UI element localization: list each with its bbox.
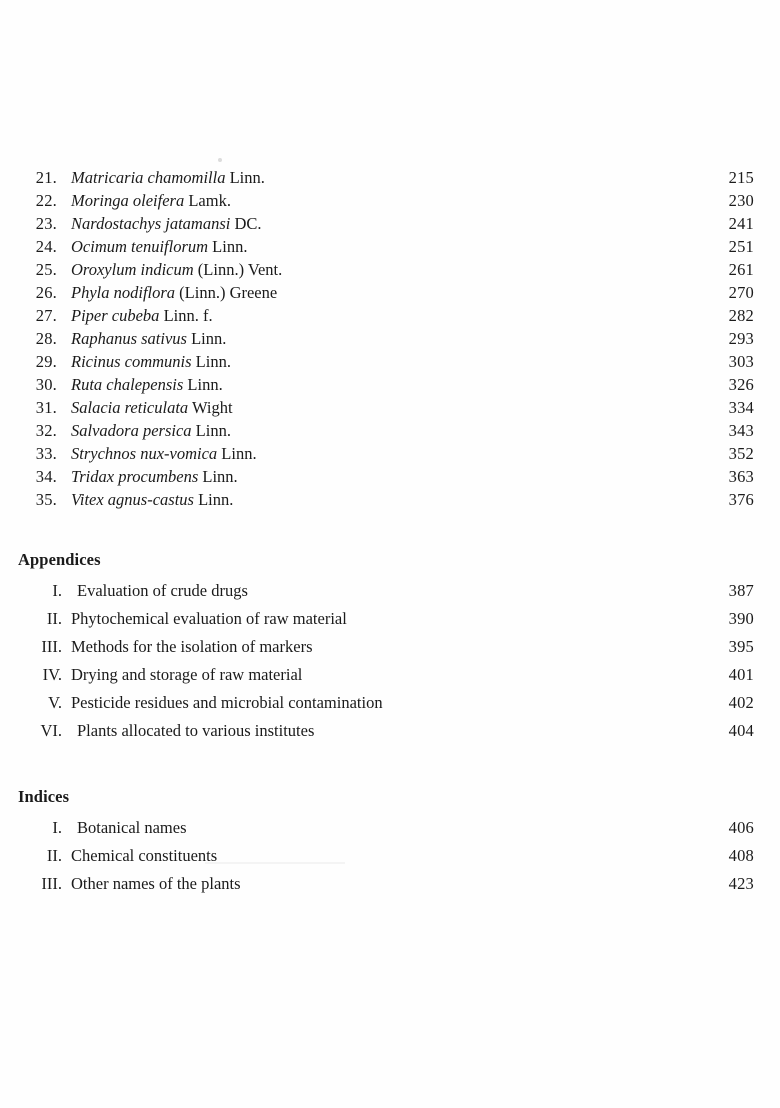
species-entry-page-number: 343 <box>728 421 754 440</box>
species-binomial: Ruta chalepensis <box>71 375 184 394</box>
species-binomial: Raphanus sativus <box>71 329 187 348</box>
species-entry-number: 24. <box>35 237 57 256</box>
species-binomial: Salvadora persica <box>71 421 192 440</box>
index-entry-page-number: 406 <box>728 818 754 837</box>
species-entry-number: 29. <box>35 352 57 371</box>
appendices-heading: Appendices <box>18 550 101 569</box>
species-entry[interactable] <box>18 329 754 352</box>
species-authority: DC. <box>234 214 262 233</box>
species-entry-page-number: 215 <box>728 168 754 187</box>
species-entry-number: 34. <box>35 467 57 486</box>
species-entry-page-number: 363 <box>728 467 754 486</box>
species-entry[interactable] <box>18 421 754 444</box>
species-authority: Linn. <box>202 467 238 486</box>
species-entry-page-number: 251 <box>728 237 754 256</box>
species-entry-name <box>57 490 694 510</box>
appendix-entry-numeral: III. <box>41 637 62 656</box>
index-entry-label: Chemical constituents <box>71 846 218 865</box>
index-entry-numeral: I. <box>52 818 62 837</box>
index-entry[interactable] <box>18 874 754 902</box>
appendix-entry-label: Evaluation of crude drugs <box>77 581 248 600</box>
species-entry-number: 23. <box>35 214 57 233</box>
species-entry[interactable] <box>18 168 754 191</box>
species-entry-page-number: 293 <box>728 329 754 348</box>
species-binomial: Salacia reticulata <box>71 398 189 417</box>
appendix-entry-numeral: V. <box>48 693 62 712</box>
species-binomial: Nardostachys jatamansi <box>71 214 231 233</box>
index-entry-label: Botanical names <box>77 818 187 837</box>
species-entry-name <box>57 398 694 418</box>
species-entry-page-number: 270 <box>728 283 754 302</box>
species-authority: (Linn.) Greene <box>179 283 278 302</box>
appendix-entry-label: Drying and storage of raw material <box>71 665 303 684</box>
spacer <box>18 513 754 550</box>
species-entry[interactable] <box>18 375 754 398</box>
appendices-list <box>18 581 754 749</box>
species-entry[interactable] <box>18 444 754 467</box>
appendix-entry[interactable] <box>18 637 754 665</box>
species-entry-name <box>57 168 694 188</box>
species-binomial: Vitex agnus-castus <box>71 490 194 509</box>
species-binomial: Ocimum tenuiflorum <box>71 237 209 256</box>
species-entry-name <box>57 214 694 234</box>
species-binomial: Matricaria chamomilla <box>71 168 226 187</box>
species-binomial: Oroxylum indicum <box>71 260 194 279</box>
appendix-entry-page-number: 395 <box>728 637 754 656</box>
species-entry-name <box>57 467 694 487</box>
indices-heading: Indices <box>18 787 70 806</box>
species-entry-number: 26. <box>35 283 57 302</box>
index-entry-page-number: 408 <box>728 846 754 865</box>
species-authority: Linn. <box>212 237 248 256</box>
index-entry-page-number: 423 <box>728 874 754 893</box>
species-entry-number: 32. <box>35 421 57 440</box>
species-entry-page-number: 282 <box>728 306 754 325</box>
species-authority: Linn. <box>191 329 227 348</box>
indices-list <box>18 818 754 902</box>
species-entry-name <box>57 421 694 441</box>
appendix-entry-numeral: IV. <box>42 665 62 684</box>
index-entry-numeral: III. <box>41 874 62 893</box>
scan-speck-artifact <box>218 158 222 162</box>
species-entry[interactable] <box>18 398 754 421</box>
species-entry-page-number: 241 <box>728 214 754 233</box>
species-entry-name <box>57 375 694 395</box>
species-entry[interactable] <box>18 214 754 237</box>
species-entry[interactable] <box>18 352 754 375</box>
appendix-entry-numeral: I. <box>52 581 62 600</box>
appendix-entry-label: Pesticide residues and microbial contamination <box>71 693 383 712</box>
species-authority: Linn. <box>187 375 223 394</box>
appendix-entry-page-number: 390 <box>728 609 754 628</box>
appendix-entry-numeral: VI. <box>40 721 62 740</box>
species-authority: Linn. <box>195 352 231 371</box>
species-entry-number: 25. <box>35 260 57 279</box>
species-entry-number: 22. <box>35 191 57 210</box>
species-authority: (Linn.) Vent. <box>197 260 283 279</box>
species-entry[interactable] <box>18 237 754 260</box>
species-authority: Linn. <box>229 168 265 187</box>
species-entry-page-number: 230 <box>728 191 754 210</box>
species-binomial: Strychnos nux-vomica <box>71 444 218 463</box>
species-entry-number: 28. <box>35 329 57 348</box>
species-binomial: Piper cubeba <box>71 306 160 325</box>
species-entry[interactable] <box>18 283 754 306</box>
species-entry[interactable] <box>18 306 754 329</box>
species-entry-page-number: 376 <box>728 490 754 509</box>
species-binomial: Phyla nodiflora <box>71 283 176 302</box>
appendix-entry[interactable] <box>18 581 754 609</box>
species-entry-number: 27. <box>35 306 57 325</box>
species-entry-number: 30. <box>35 375 57 394</box>
species-binomial: Ricinus communis <box>71 352 192 371</box>
species-authority: Wight <box>192 398 233 417</box>
species-entry-number: 35. <box>35 490 57 509</box>
spacer <box>18 570 754 581</box>
species-entry-name <box>57 191 694 211</box>
species-entry-name <box>57 283 694 303</box>
species-entry-name <box>57 306 694 326</box>
toc-content <box>18 168 754 902</box>
index-entry-label: Other names of the plants <box>71 874 241 893</box>
species-authority: Linn. f. <box>163 306 213 325</box>
appendix-entry-page-number: 401 <box>728 665 754 684</box>
appendix-entry-numeral: II. <box>46 609 62 628</box>
species-entry[interactable] <box>18 467 754 490</box>
species-entry-page-number: 334 <box>728 398 754 417</box>
appendix-entry-page-number: 404 <box>728 721 754 740</box>
appendix-entry-label: Methods for the isolation of markers <box>71 637 313 656</box>
species-entry[interactable] <box>18 191 754 214</box>
species-entry-page-number: 352 <box>728 444 754 463</box>
spacer <box>18 807 754 818</box>
species-entry-name <box>57 352 694 372</box>
index-entry[interactable] <box>18 846 754 874</box>
species-entry-name <box>57 260 694 280</box>
species-entry-name <box>57 237 694 257</box>
species-authority: Linn. <box>198 490 234 509</box>
species-list <box>18 168 754 513</box>
species-entry[interactable] <box>18 260 754 283</box>
species-binomial: Moringa oleifera <box>71 191 185 210</box>
appendix-entry-label: Phytochemical evaluation of raw material <box>71 609 347 628</box>
species-entry-page-number: 326 <box>728 375 754 394</box>
species-authority: Linn. <box>221 444 257 463</box>
appendix-entry[interactable] <box>18 665 754 693</box>
species-entry-name <box>57 329 694 349</box>
species-binomial: Tridax procumbens <box>71 467 199 486</box>
appendix-entry-page-number: 387 <box>728 581 754 600</box>
appendix-entry[interactable] <box>18 693 754 721</box>
species-entry-name <box>57 444 694 464</box>
species-authority: Lamk. <box>188 191 231 210</box>
index-entry[interactable] <box>18 818 754 846</box>
appendix-entry-page-number: 402 <box>728 693 754 712</box>
species-authority: Linn. <box>195 421 231 440</box>
species-entry[interactable] <box>18 490 754 513</box>
appendix-entry[interactable] <box>18 721 754 749</box>
index-entry-numeral: II. <box>46 846 62 865</box>
species-entry-page-number: 261 <box>728 260 754 279</box>
appendix-entry-label: Plants allocated to various institutes <box>77 721 315 740</box>
species-entry-number: 31. <box>35 398 57 417</box>
appendix-entry[interactable] <box>18 609 754 637</box>
spacer <box>18 749 754 787</box>
species-entry-page-number: 303 <box>728 352 754 371</box>
species-entry-number: 21. <box>35 168 57 187</box>
species-entry-number: 33. <box>35 444 57 463</box>
